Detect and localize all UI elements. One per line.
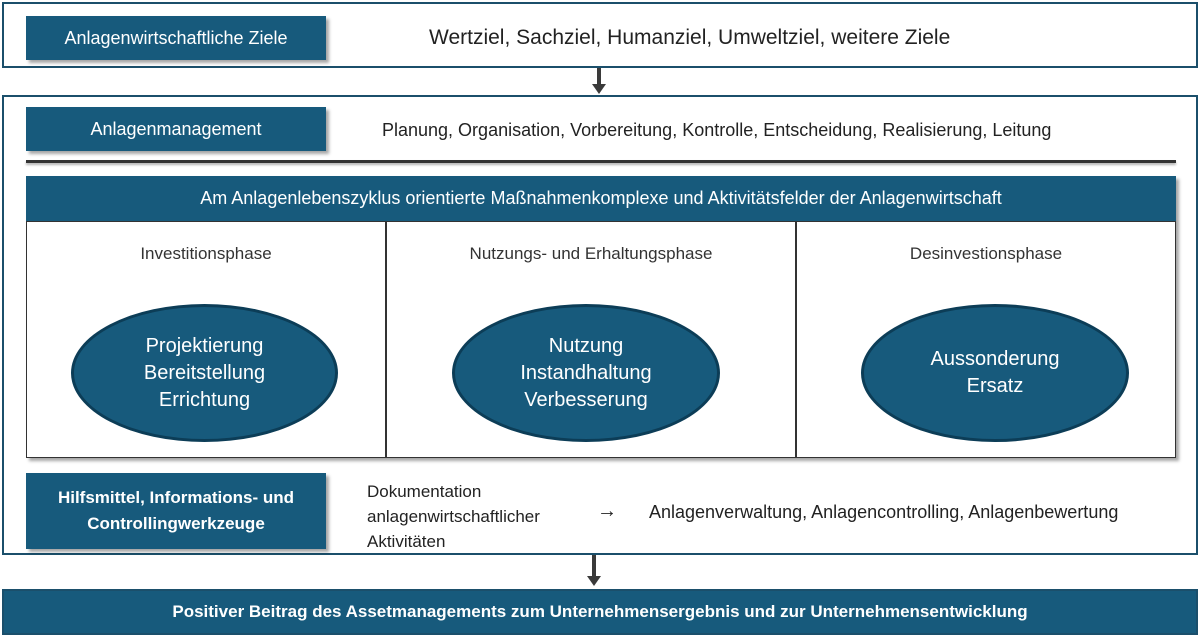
phase-ellipse (71, 304, 338, 442)
tools-doc-line: anlagenwirtschaftlicher (367, 507, 540, 526)
phase-item: Aussonderung (930, 348, 1060, 370)
tools-documentation (367, 479, 540, 554)
phase-item: Instandhaltung (520, 361, 652, 384)
divider (26, 160, 1176, 163)
management-label: Anlagenmanagement (26, 107, 326, 151)
arrow-goals-to-management (597, 68, 601, 85)
phase-item: Bereitstellung (143, 361, 266, 384)
arrow-head-2 (587, 576, 601, 586)
management-frame (2, 95, 1198, 555)
tools-doc-line: Aktivitäten (367, 532, 446, 551)
lifecycle-panel (26, 176, 1176, 458)
phase-item: Nutzung (548, 334, 624, 357)
tools-arrow-icon: → (597, 500, 617, 522)
tools-doc-line: Dokumentation (367, 482, 482, 501)
goals-text: Wertziel, Sachziel, Humanziel, Umweltziel, weitere Ziele (429, 26, 951, 49)
phase-title: Desinvestionsphase (909, 244, 1063, 263)
phase-item: Ersatz (966, 375, 1024, 397)
tools-result: Anlagenverwaltung, Anlagencontrolling, Anlagenbewertung (649, 502, 1119, 522)
tools-label-line2: Controllingwerkzeuge (87, 514, 265, 533)
phase-item: Verbesserung (524, 388, 648, 411)
tools-label-line1: Hilfsmittel, Informations- und (57, 488, 295, 507)
goals-label: Anlagenwirtschaftliche Ziele (26, 16, 326, 60)
outcome-banner: Positiver Beitrag des Assetmanagements zum Unternehmensergebnis und zur Unternehmensentwicklung (2, 589, 1198, 635)
arrow-head-1 (592, 84, 606, 94)
phase-title: Investitionsphase (140, 244, 272, 263)
phase-desinvestition (796, 221, 1176, 458)
management-text: Planung, Organisation, Vorbereitung, Kontrolle, Entscheidung, Realisierung, Leitung (382, 120, 1052, 140)
phase-ellipse (861, 304, 1129, 442)
phase-nutzung (386, 221, 796, 458)
tools-label (26, 473, 326, 549)
phase-item: Projektierung (145, 334, 264, 357)
goals-frame (2, 2, 1198, 68)
phase-title: Nutzungs- und Erhaltungsphase (469, 244, 713, 263)
phase-ellipse (452, 304, 720, 442)
arrow-management-to-outcome (592, 555, 596, 577)
phase-item: Errichtung (158, 388, 251, 411)
lifecycle-header: Am Anlagenlebenszyklus orientierte Maßnahmenkomplexe und Aktivitätsfelder der Anlagenwirtschaft (26, 176, 1176, 221)
phase-investition (26, 221, 386, 458)
